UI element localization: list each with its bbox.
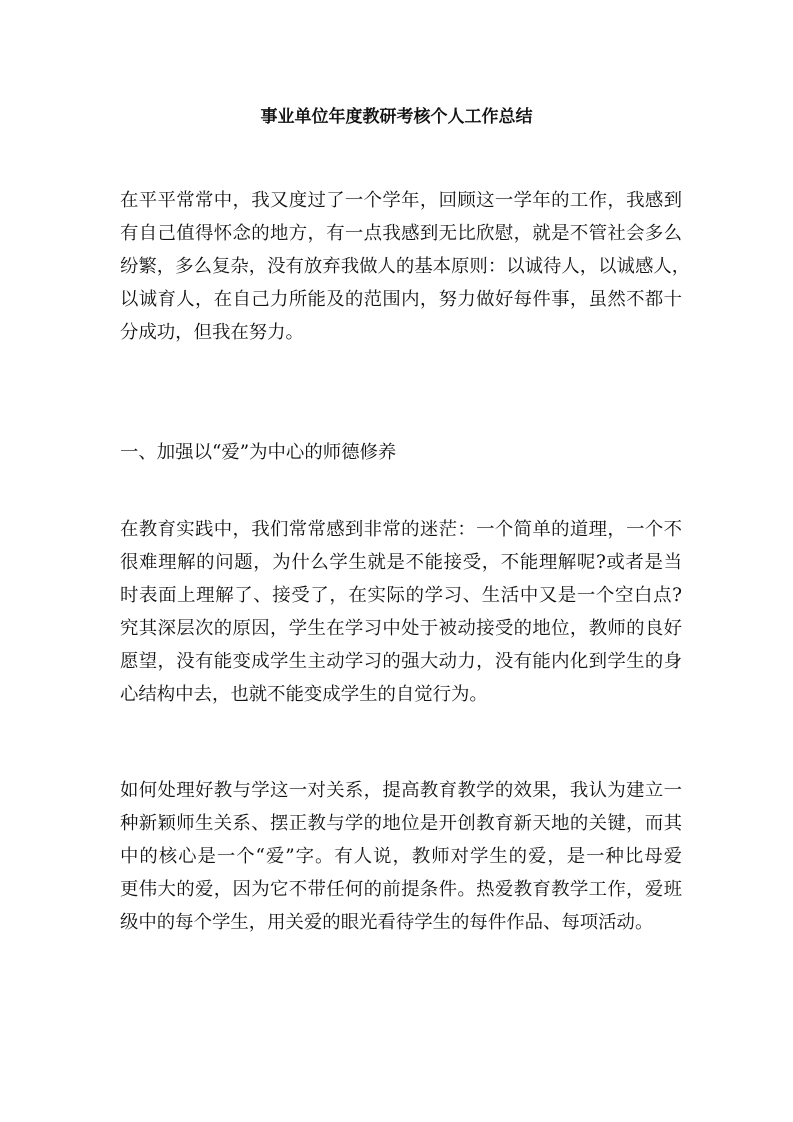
text-line: 分成功，但我在努力。 (120, 322, 304, 343)
text-line: 以诚育人，在自己力所能及的范围内，努力做好每件事，虽然不都十 (120, 289, 682, 310)
text-line: 究其深层次的原因，学生在学习中处于被动接受的地位，教师的良好 (120, 618, 682, 639)
text-line: 在平平常常中，我又度过了一个学年，回顾这一学年的工作，我感到 (120, 190, 682, 211)
text-line: 在教育实践中，我们常常感到非常的迷茫：一个简单的道理，一个不 (120, 519, 682, 540)
text-line: 纷繁，多么复杂，没有放弃我做人的基本原则：以诚待人，以诚感人， (120, 256, 691, 277)
text-line: 级中的每个学生，用关爱的眼光看待学生的每件作品、每项活动。 (120, 912, 654, 933)
text-line: 中的核心是一个“爱”字。有人说，教师对学生的爱，是一种比母爱 (120, 846, 682, 867)
text-line: 很难理解的问题，为什么学生就是不能接受，不能理解呢?或者是当 (120, 552, 682, 573)
paragraph-1 (120, 184, 691, 349)
paragraph-2 (120, 513, 682, 711)
text-line: 如何处理好教与学这一对关系，提高教育教学的效果，我认为建立一 (120, 780, 682, 801)
text-line: 心结构中去，也就不能变成学生的自觉行为。 (120, 684, 488, 705)
text-line: 种新颖师生关系、摆正教与学的地位是开创教育新天地的关键，而其 (120, 813, 682, 834)
paragraph-3 (120, 774, 682, 939)
document-title: 事业单位年度教研考核个人工作总结 (260, 107, 533, 127)
text-line: 时表面上理解了、接受了，在实际的学习、生活中又是一个空白点? (120, 585, 682, 606)
text-line: 更伟大的爱，因为它不带任何的前提条件。热爱教育教学工作，爱班 (120, 879, 682, 900)
section-heading: 一、加强以“爱”为中心的师德修养 (120, 442, 397, 463)
text-line: 有自己值得怀念的地方，有一点我感到无比欣慰，就是不管社会多么 (120, 223, 682, 244)
text-line: 愿望，没有能变成学生主动学习的强大动力，没有能内化到学生的身 (120, 651, 682, 672)
